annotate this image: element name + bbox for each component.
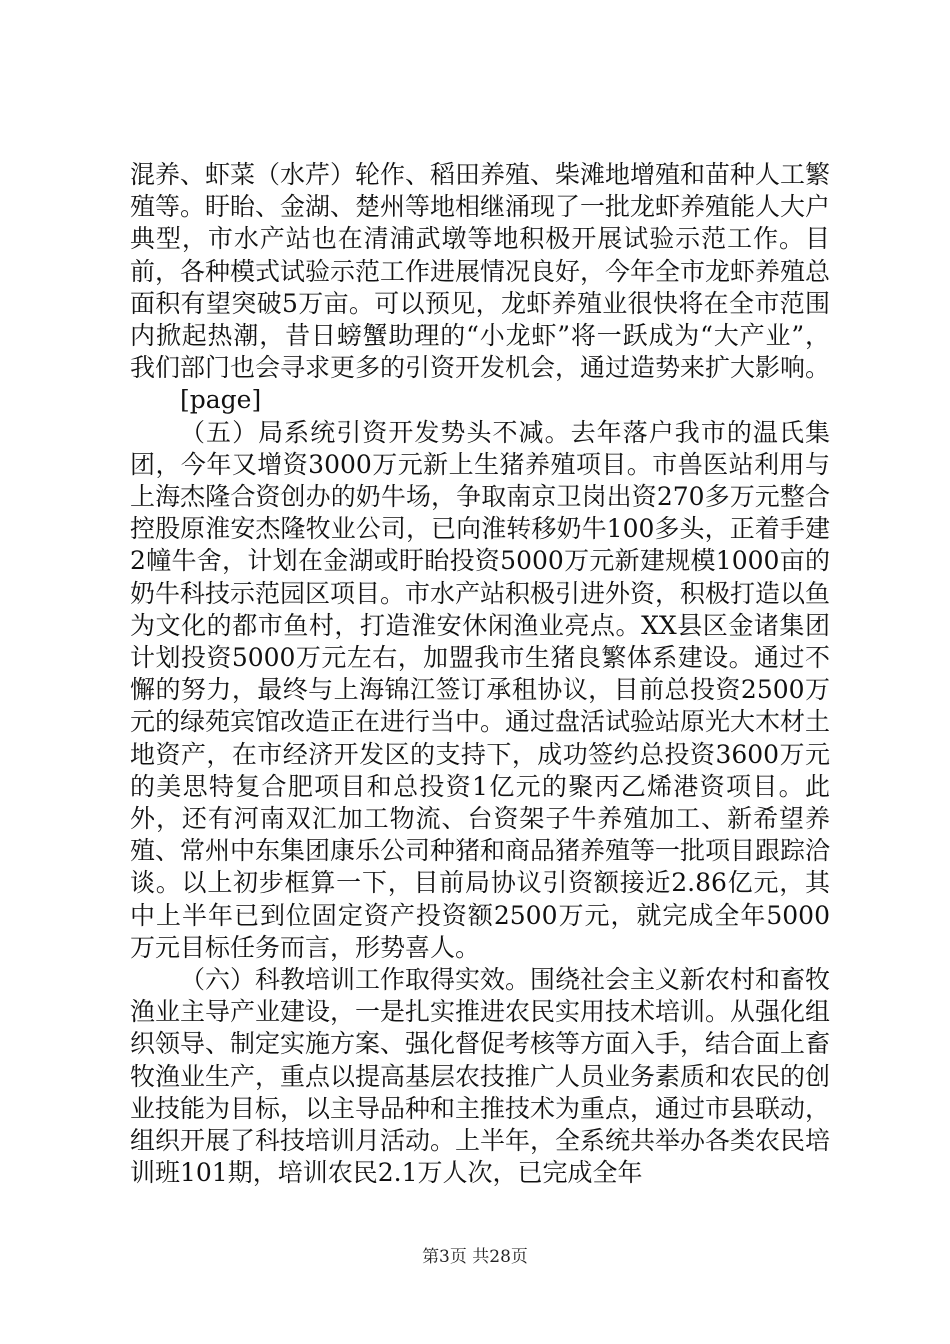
paragraph-continued: 混养、虾菜（水芹）轮作、稻田养殖、柴滩地增殖和苗种人工繁殖等。盱眙、金湖、楚州等地相继涌现了一批龙虾养殖能人大户典型，市水产站也在清浦武墩等地积极开展试验示范工作。目前，各种模式试验示范工作进展情况良好，今年全市龙虾养殖总面积有望突破5万亩。可以预见，龙虾养殖业很快将在全市范围内掀起热潮，昔日螃蟹助理的“小龙虾”将一跃成为“大产业”，我们部门也会寻求更多的引资开发机会，通过造势来扩大影响。 [130,160,831,383]
page-marker: [page] [180,385,262,415]
paragraph-section-6: （六）科教培训工作取得实效。围绕社会主义新农村和畜牧渔业主导产业建设，一是扎实推进农民实用技术培训。从强化组织领导、制定实施方案、强化督促考核等方面入手，结合面上畜牧渔业生产，重点以提高基层农技推广人员业务素质和农民的创业技能为目标，以主导品种和主推技术为重点，通过市县联动，组织开展了科技培训月活动。上半年，全系统共举办各类农民培训班101期，培训农民2.1万人次，已完成全年 [130,965,831,1188]
page-footer: 第3页 共28页 [422,1247,528,1267]
paragraph-section-5: （五）局系统引资开发势头不减。去年落户我市的温氏集团，今年又增资3000万元新上生猪养殖项目。市兽医站利用与上海杰隆合资创办的奶牛场，争取南京卫岗出资270多万元整合控股原淮安杰隆牧业公司，已向淮转移奶牛100多头，正着手建2幢牛舍，计划在金湖或盱眙投资5000万元新建规模1000亩的奶牛科技示范园区项目。市水产站积极引进外资，积极打造以鱼为文化的都市鱼村，打造淮安休闲渔业亮点。XX县区金诸集团计划投资5000万元左右，加盟我市生猪良繁体系建设。通过不懈的努力，最终与上海锦江签订承租协议，目前总投资2500万元的绿苑宾馆改造正在进行当中。通过盘活试验站原光大木材土地资产，在市经济开发区的支持下，成功签约总投资3600万元的美思特复合肥项目和总投资1亿元的聚丙乙烯港资项目。此外，还有河南双汇加工物流、台资架子牛养殖加工、新希望养殖、常州中东集团康乐公司种猪和商品猪养殖等一批项目跟踪洽谈。以上初步框算一下，目前局协议引资额接近2.86亿元，其中上半年已到位固定资产投资额2500万元，就完成全年5000万元目标任务而言，形势喜人。 [130,417,831,962]
document-body [130,159,830,1190]
